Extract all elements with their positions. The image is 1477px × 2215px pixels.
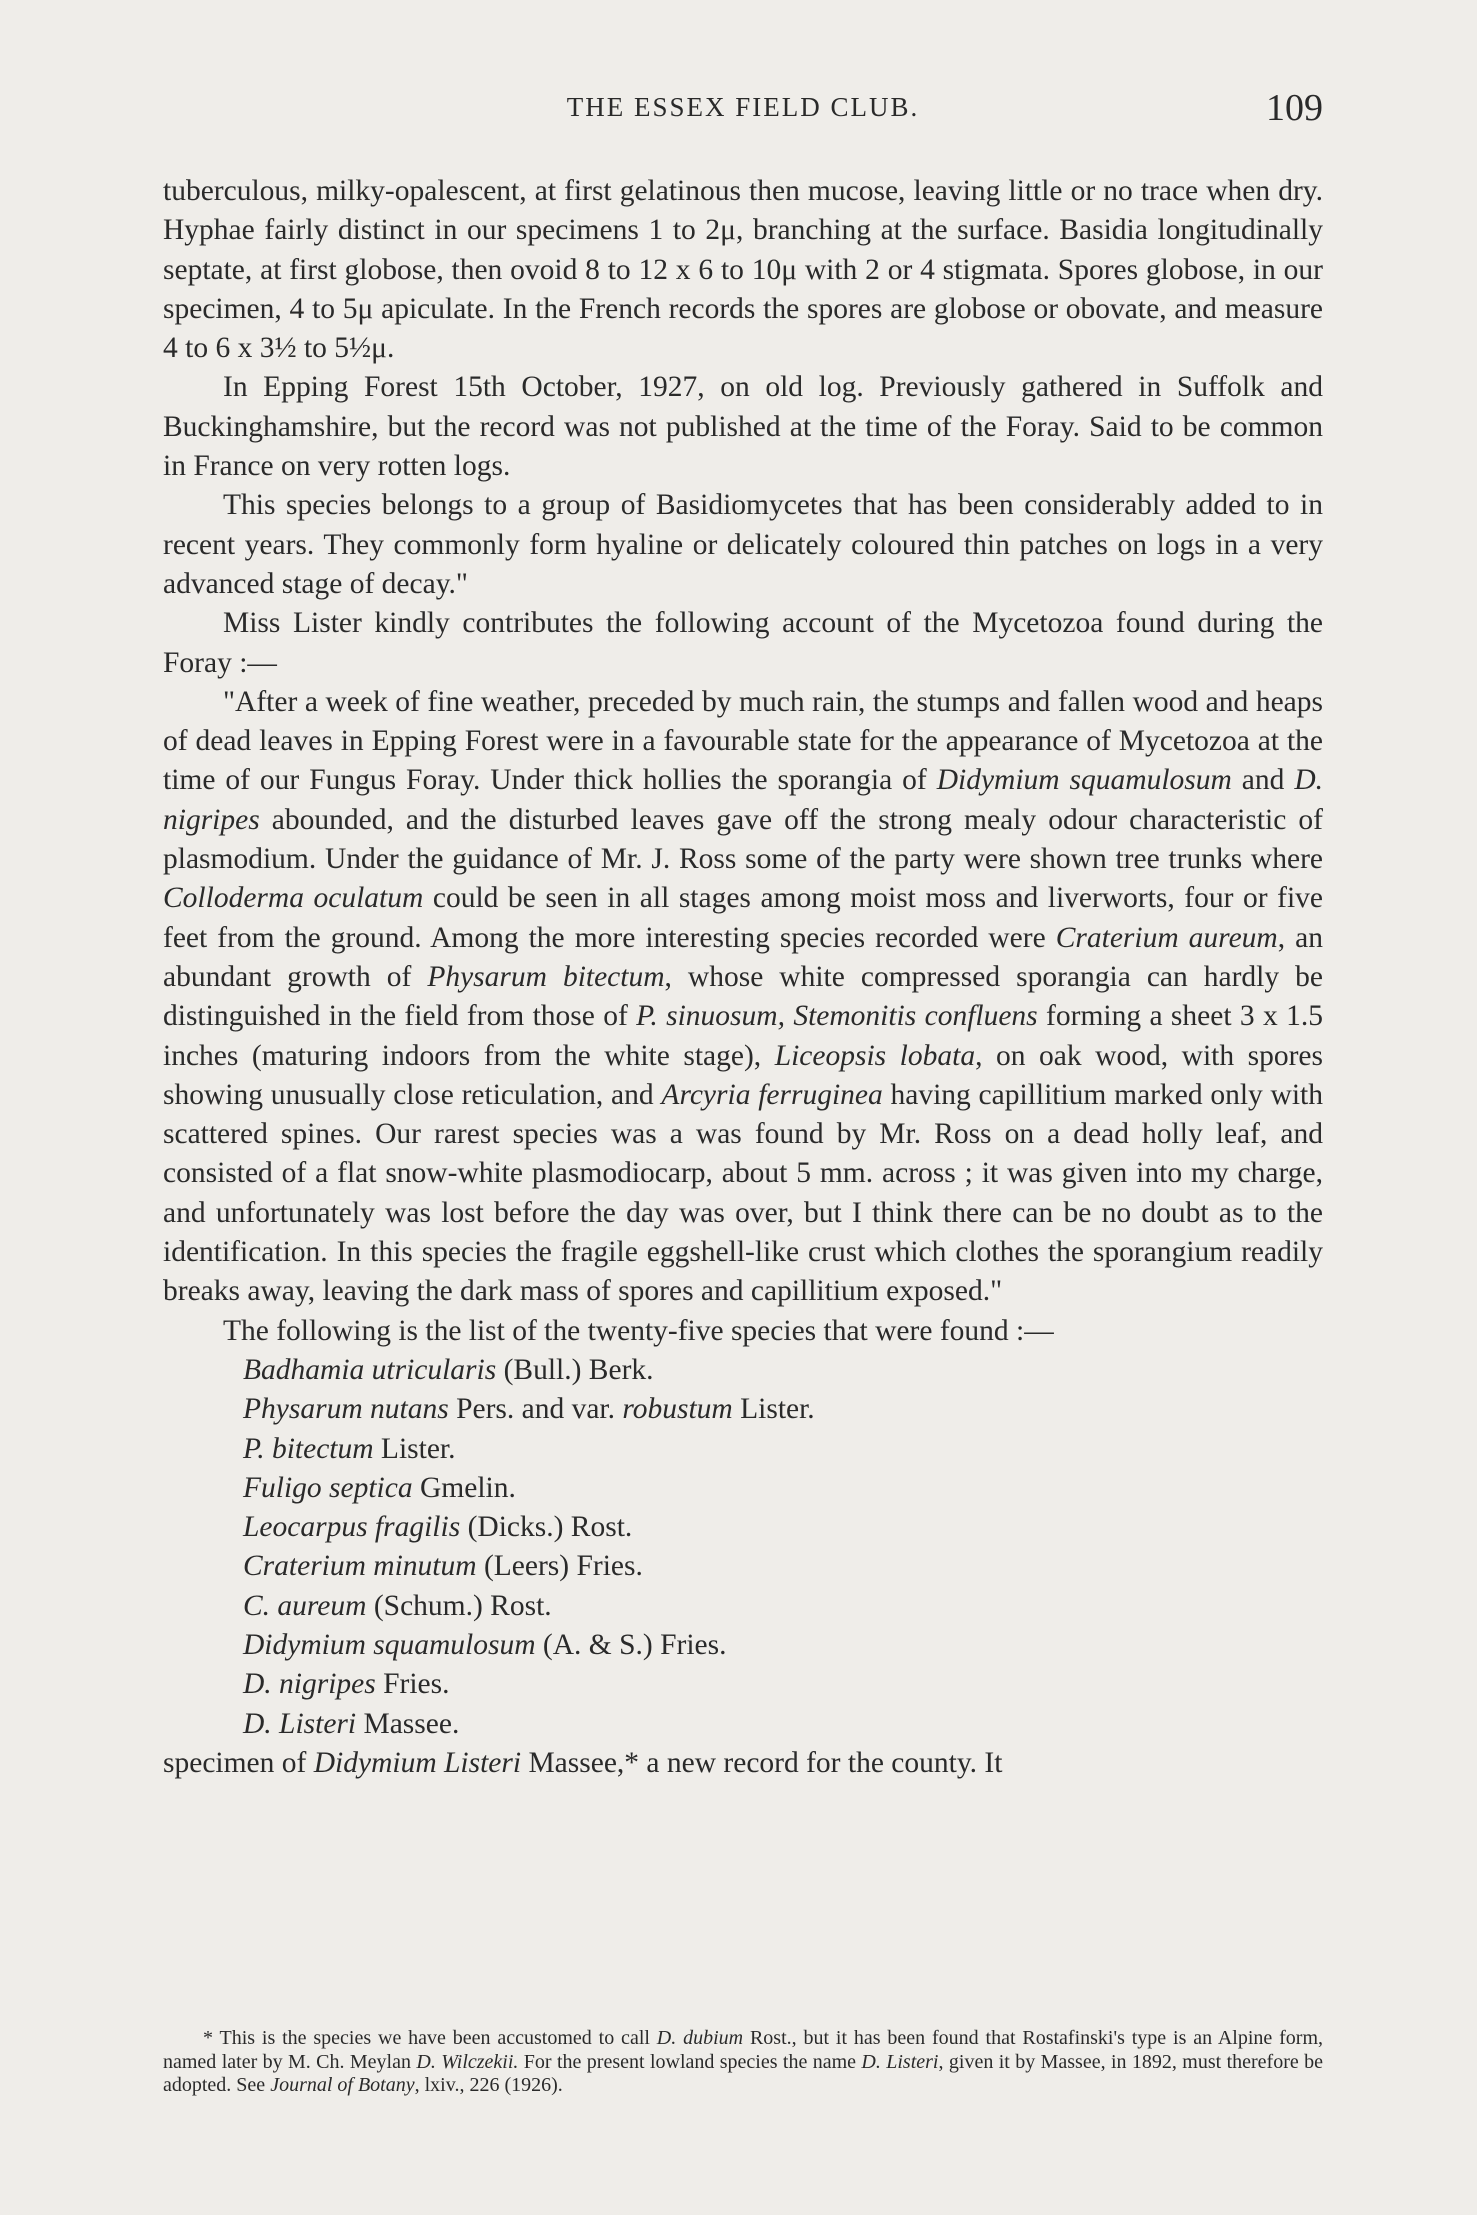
text-span: and <box>1231 764 1295 797</box>
species-name: D. Wilczekii. <box>416 2050 519 2073</box>
species-name: D. nigripes <box>163 764 1324 836</box>
paragraph-basidiomycetes: This species belongs to a group of Basidiomycetes that has been considerably added to in recent years. They commonly form hyaline or delicately coloured thin patches on logs in a very advanced stage of decay." <box>163 489 1323 600</box>
list-item <box>243 1626 1323 1665</box>
text-span: , an abundant growth of <box>163 921 1323 993</box>
species-name: P. sinuosum, Stemonitis confluens <box>636 1000 1038 1033</box>
species-name: Craterium minutum <box>243 1550 477 1583</box>
paragraph-specimen-record <box>163 1744 1323 1783</box>
list-item <box>243 1705 1323 1744</box>
page-header <box>163 87 1323 142</box>
list-item <box>243 1665 1323 1704</box>
list-item <box>243 1390 1323 1429</box>
species-name: Fuligo septica <box>243 1471 413 1504</box>
species-name: D. Listeri <box>243 1707 357 1740</box>
text-span: Massee,* a new record for the county. It <box>521 1746 1003 1779</box>
species-authority: Gmelin. <box>412 1471 516 1504</box>
species-name: Badhamia utricularis <box>243 1353 497 1386</box>
list-item <box>243 1430 1323 1469</box>
journal-title: Journal of Botany <box>270 2074 415 2096</box>
species-authority: Fries. <box>375 1668 450 1701</box>
species-name: Physarum bitectum <box>427 960 665 993</box>
species-authority: (Leers) Fries. <box>476 1550 643 1583</box>
footnote <box>163 2027 1323 2098</box>
species-authority: Massee. <box>356 1707 460 1740</box>
species-name: Craterium aureum <box>1055 921 1278 954</box>
species-list <box>163 1351 1323 1744</box>
species-authority: (A. & S.) Fries. <box>535 1628 727 1661</box>
paragraph-list-intro: The following is the list of the twenty-five species that were found :— <box>223 1314 1054 1347</box>
paragraph-collection-record: In Epping Forest 15th October, 1927, on old log. Previously gathered in Suffolk and Buckinghamshire, but the record was not published at the time of the Foray. Said to be common in France on very rotten logs. <box>163 371 1323 483</box>
text-span: forming a sheet 3 x 1.5 inches (maturing indoors from the white stage), <box>163 1000 1324 1072</box>
running-head: THE ESSEX FIELD CLUB. <box>566 92 920 122</box>
species-name: Didymium Listeri <box>313 1746 522 1779</box>
species-authority: Lister. <box>732 1393 815 1426</box>
species-authority: (Schum.) Rost. <box>366 1589 552 1622</box>
species-name: Liceopsis lobata <box>774 1039 976 1072</box>
species-name: Arcyria ferruginea <box>661 1078 883 1111</box>
species-name: D. nigripes <box>243 1668 376 1701</box>
page-number: 109 <box>1266 87 1323 129</box>
list-item <box>243 1547 1323 1586</box>
species-name: Leocarpus fragilis <box>243 1511 461 1544</box>
species-name: Didymium squamulosum <box>936 764 1232 797</box>
species-authority: Lister. <box>373 1432 456 1465</box>
text-span: abounded, and the disturbed leaves gave off the strong mealy odour characteristic of plasmodium. Under the guidance of Mr. J. Ross some of the party were shown tree trunks where <box>163 803 1323 876</box>
text-span: having capillitium marked only with scattered spines. Our rarest species was a was found by Mr. Ross on a dead holly leaf, and consisted of a flat snow-white plasmodiocarp, about 5 mm. across ; it was given into my charge, and unfortunately was lost before the day was over, but I think there can be no doubt as to the identification. In this species the fragile eggshell-like crust which clothes the sporangium readily breaks away, leaving the dark mass of spores and capillitium exposed." <box>163 1078 1323 1308</box>
text-span: * This is the species we have been accustomed to call <box>203 2027 657 2049</box>
species-name: Didymium squamulosum <box>243 1628 536 1661</box>
species-name: Colloderma oculatum <box>163 882 424 915</box>
paragraph-continuation: tuberculous, milky-opalescent, at first gelatinous then mucose, leaving little or no trace when dry. Hyphae fairly distinct in our specimens 1 to 2μ, branching at the surface. Basidia longitudinally septate, at first globose, then ovoid 8 to 12 x 6 to 10μ with 2 or 4 stigmata. Spores globose, in our specimen, 4 to 5μ apiculate. In the French records the spores are globose or obovate, and measure 4 to 6 x 3½ to 5½μ. <box>163 175 1323 365</box>
species-name: Physarum nutans <box>243 1393 449 1426</box>
text-span: "After a week of fine weather, preceded by much rain, the stumps and fallen wood and heaps of dead leaves in Epping Forest were in a favourable state for the appearance of Mycetozoa at the time of our Fungus Foray. Under thick hollies the sporangia of <box>163 685 1323 797</box>
species-authority: (Bull.) Berk. <box>496 1353 654 1386</box>
text-span: could be seen in all stages among moist moss and liverworts, four or five feet from the ground. Among the more interesting species recorded were <box>163 882 1323 954</box>
species-variety: robustum <box>622 1393 733 1426</box>
species-name: C. aureum <box>243 1589 367 1622</box>
paragraph-mycetozoa-intro: Miss Lister kindly contributes the following account of the Mycetozoa found during the Foray :— <box>163 607 1323 679</box>
list-item <box>243 1351 1323 1390</box>
paragraph-lister-account <box>163 683 1323 1312</box>
text-span: For the present lowland species the name <box>518 2050 862 2073</box>
list-item <box>243 1508 1323 1547</box>
species-name: D. Listeri <box>861 2050 939 2073</box>
species-authority: (Dicks.) Rost. <box>460 1511 633 1544</box>
text-span: specimen of <box>163 1746 314 1779</box>
species-name: D. dubium <box>656 2027 744 2049</box>
text-span: , lxiv., 226 (1926). <box>414 2074 563 2096</box>
text-span: , on oak wood, with spores showing unusually close reticulation, and <box>163 1039 1324 1111</box>
text-span: , given it by Massee, in 1892, must therefore be adopted. See <box>163 2050 1324 2096</box>
species-name: P. bitectum <box>243 1432 374 1465</box>
list-item <box>243 1587 1323 1626</box>
body-text <box>163 172 1323 1783</box>
list-item <box>243 1469 1323 1508</box>
text-span: Rost., but it has been found that Rostafinski's type is an Alpine form, named later by M. Ch. Meylan <box>163 2027 1323 2073</box>
text-span: , whose white compressed sporangia can hardly be distinguished in the field from those of <box>163 960 1323 1033</box>
species-authority: Pers. and var. <box>448 1393 623 1426</box>
